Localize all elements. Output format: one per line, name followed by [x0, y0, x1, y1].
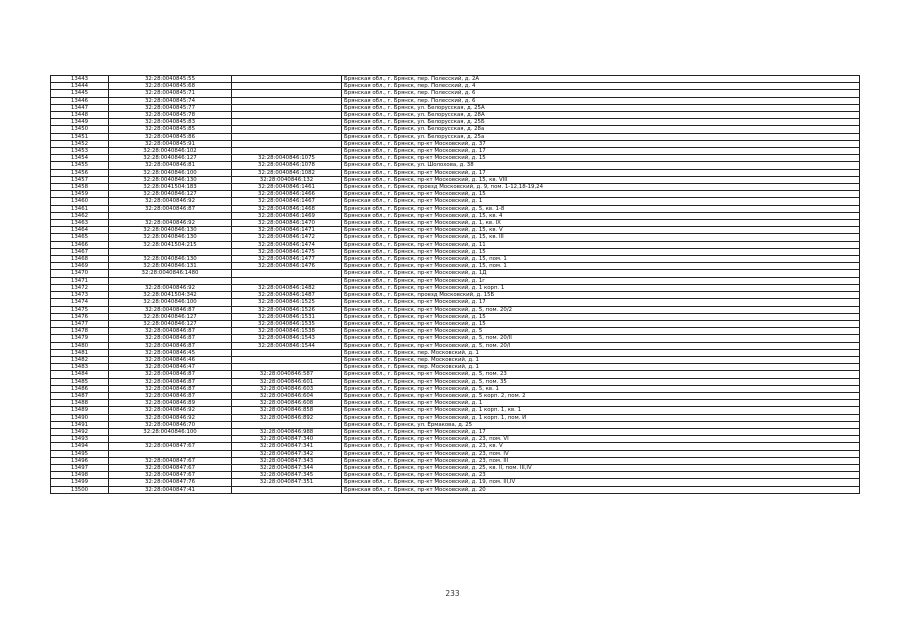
record-number-cell: 13458	[51, 184, 109, 191]
table-row	[51, 155, 860, 162]
address-cell: Брянская обл., г. Брянск, пр-кт Московский, д. 5	[342, 328, 860, 335]
address-cell: Брянская обл., г. Брянск, пр-кт Московский, д. 15, кв. III	[342, 234, 860, 241]
object-number-cell	[232, 76, 342, 83]
object-number-cell: 32:28:0040846:988	[232, 428, 342, 435]
record-number-cell: 13491	[51, 421, 109, 428]
table-row	[51, 234, 860, 241]
object-number-cell	[232, 112, 342, 119]
record-number-cell: 13498	[51, 472, 109, 479]
object-number-cell: 32:28:0040847:344	[232, 464, 342, 471]
cadastral-number-cell: 32:28:0040845:55	[109, 76, 232, 83]
table-row	[51, 421, 860, 428]
address-cell: Брянская обл., г. Брянск, пр-кт Московский, д. 1 корп. 1, пом. И	[342, 414, 860, 421]
object-number-cell: 32:28:0040846:1461	[232, 184, 342, 191]
address-cell: Брянская обл., г. Брянск, пр-кт Московский, д. 15	[342, 320, 860, 327]
cadastral-number-cell: 32:28:0041504:215	[109, 241, 232, 248]
object-number-cell: 32:28:0040846:1543	[232, 335, 342, 342]
record-number-cell: 13500	[51, 486, 109, 493]
table-row	[51, 148, 860, 155]
object-number-cell	[232, 119, 342, 126]
cadastral-number-cell	[109, 277, 232, 284]
object-number-cell: 32:28:0040846:1526	[232, 306, 342, 313]
table-row	[51, 140, 860, 147]
object-number-cell: 32:28:0040846:1474	[232, 241, 342, 248]
cadastral-number-cell: 32:28:0040845:68	[109, 83, 232, 90]
address-cell: Брянская обл., г. Брянск, ул. Шолохова, д. 38	[342, 162, 860, 169]
cadastral-number-cell: 32:28:0041504:342	[109, 292, 232, 299]
cadastral-number-cell	[109, 248, 232, 255]
record-number-cell: 13474	[51, 299, 109, 306]
record-number-cell: 13460	[51, 198, 109, 205]
address-cell: Брянская обл., г. Брянск, пр-кт Московский, д. 1, кв. IX	[342, 220, 860, 227]
object-number-cell	[232, 90, 342, 97]
object-number-cell: 32:28:0040846:132	[232, 176, 342, 183]
object-number-cell: 32:28:0040846:1078	[232, 162, 342, 169]
cadastral-number-cell: 32:28:0040846:87	[109, 392, 232, 399]
table-row	[51, 378, 860, 385]
table-row	[51, 349, 860, 356]
object-number-cell	[232, 349, 342, 356]
cadastral-number-cell: 32:28:0040847:67	[109, 457, 232, 464]
cadastral-number-cell: 32:28:0040846:92	[109, 220, 232, 227]
address-cell: Брянская обл., г. Брянск, пер. Полесский, д. 2А	[342, 76, 860, 83]
address-cell: Брянская обл., г. Брянск, пр-кт Московский, д. 23	[342, 472, 860, 479]
address-cell: Брянская обл., г. Брянск, пр-кт Московский, д. 1	[342, 198, 860, 205]
cadastral-number-cell: 32:28:0040846:127	[109, 155, 232, 162]
record-number-cell: 13493	[51, 436, 109, 443]
record-number-cell: 13480	[51, 342, 109, 349]
address-cell: Брянская обл., г. Брянск, пер. Московский, д. 1	[342, 356, 860, 363]
record-number-cell: 13468	[51, 256, 109, 263]
cadastral-number-cell: 32:28:0040846:102	[109, 148, 232, 155]
table-row	[51, 176, 860, 183]
record-number-cell: 13478	[51, 328, 109, 335]
object-number-cell	[232, 133, 342, 140]
record-number-cell: 13487	[51, 392, 109, 399]
table-row	[51, 227, 860, 234]
address-cell: Брянская обл., г. Брянск, пр-кт Московский, д. 17	[342, 299, 860, 306]
object-number-cell	[232, 83, 342, 90]
cadastral-number-cell: 32:28:0040846:100	[109, 299, 232, 306]
cadastral-number-cell: 32:28:0040845:77	[109, 104, 232, 111]
table-row	[51, 320, 860, 327]
address-cell: Брянская обл., г. Брянск, ул. Белорусская, д. 28А	[342, 112, 860, 119]
table-row	[51, 277, 860, 284]
object-number-cell: 32:28:0040846:601	[232, 378, 342, 385]
cadastral-number-cell: 32:28:0040847:67	[109, 472, 232, 479]
record-number-cell: 13456	[51, 169, 109, 176]
address-cell: Брянская обл., г. Брянск, пр-кт Московский, д. 1 корп. 1	[342, 284, 860, 291]
table-row	[51, 263, 860, 270]
cadastral-number-cell: 32:28:0040847:41	[109, 486, 232, 493]
record-number-cell: 13465	[51, 234, 109, 241]
object-number-cell: 32:28:0040847:340	[232, 436, 342, 443]
record-number-cell: 13473	[51, 292, 109, 299]
table-row	[51, 256, 860, 263]
record-number-cell: 13482	[51, 356, 109, 363]
cadastral-number-cell: 32:28:0040846:100	[109, 428, 232, 435]
record-number-cell: 13451	[51, 133, 109, 140]
record-number-cell: 13470	[51, 270, 109, 277]
record-number-cell: 13457	[51, 176, 109, 183]
record-number-cell: 13462	[51, 212, 109, 219]
object-number-cell	[232, 97, 342, 104]
record-number-cell: 13484	[51, 371, 109, 378]
object-number-cell	[232, 486, 342, 493]
address-cell: Брянская обл., г. Брянск, пр-кт Московский, д. 17	[342, 148, 860, 155]
object-number-cell: 32:28:0040846:1535	[232, 320, 342, 327]
address-cell: Брянская обл., г. Брянск, пр-кт Московский, д. 5, пом. 20/2	[342, 306, 860, 313]
table-row	[51, 464, 860, 471]
record-number-cell: 13499	[51, 479, 109, 486]
address-cell: Брянская обл., г. Брянск, пр-кт Московский, д. 5, кв. 1-8	[342, 205, 860, 212]
object-number-cell: 32:28:0040846:604	[232, 392, 342, 399]
table-row	[51, 126, 860, 133]
address-cell: Брянская обл., г. Брянск, ул. Белорусская, д. 28а	[342, 126, 860, 133]
address-cell: Брянская обл., г. Брянск, ул. Ермакова, д. 25	[342, 421, 860, 428]
table-row	[51, 76, 860, 83]
address-cell: Брянская обл., г. Брянск, пр-кт Московский, д. 15, пом. 1	[342, 263, 860, 270]
address-cell: Брянская обл., г. Брянск, пр-кт Московский, д. 5, пом. 23	[342, 371, 860, 378]
record-number-cell: 13494	[51, 443, 109, 450]
cadastral-number-cell: 32:28:0040846:45	[109, 349, 232, 356]
table-row	[51, 400, 860, 407]
record-number-cell: 13444	[51, 83, 109, 90]
table-row	[51, 133, 860, 140]
cadastral-number-cell: 32:28:0040846:130	[109, 227, 232, 234]
record-number-cell: 13455	[51, 162, 109, 169]
address-cell: Брянская обл., г. Брянск, пр-кт Московский, д. 19, пом. III,IV	[342, 479, 860, 486]
record-number-cell: 13461	[51, 205, 109, 212]
object-number-cell	[232, 148, 342, 155]
record-number-cell: 13490	[51, 414, 109, 421]
address-cell: Брянская обл., г. Брянск, проезд Московский, д. 9, пом. 1-12,18-19,24	[342, 184, 860, 191]
object-number-cell: 32:28:0040846:1472	[232, 234, 342, 241]
table-row	[51, 83, 860, 90]
address-cell: Брянская обл., г. Брянск, пер. Полесский, д. 4	[342, 83, 860, 90]
address-cell: Брянская обл., г. Брянск, пр-кт Московский, д. 15, кв. VIII	[342, 176, 860, 183]
record-number-cell: 13497	[51, 464, 109, 471]
record-number-cell: 13448	[51, 112, 109, 119]
table-row	[51, 371, 860, 378]
table-row	[51, 241, 860, 248]
table-row	[51, 306, 860, 313]
address-cell: Брянская обл., г. Брянск, пр-кт Московский, д. 15	[342, 155, 860, 162]
table-row	[51, 407, 860, 414]
record-number-cell: 13495	[51, 450, 109, 457]
cadastral-number-cell	[109, 450, 232, 457]
record-number-cell: 13488	[51, 400, 109, 407]
object-number-cell: 32:28:0040846:1470	[232, 220, 342, 227]
table-row	[51, 198, 860, 205]
record-number-cell: 13445	[51, 90, 109, 97]
table-row	[51, 414, 860, 421]
address-cell: Брянская обл., г. Брянск, пр-кт Московский, д. 17	[342, 428, 860, 435]
record-number-cell: 13447	[51, 104, 109, 111]
cadastral-number-cell	[109, 212, 232, 219]
cadastral-number-cell: 32:28:0040846:87	[109, 371, 232, 378]
object-number-cell	[232, 421, 342, 428]
address-cell: Брянская обл., г. Брянск, проезд Московский, д. 15Б	[342, 292, 860, 299]
address-cell: Брянская обл., г. Брянск, ул. Белорусская, д. 25Б	[342, 119, 860, 126]
address-cell: Брянская обл., г. Брянск, пр-кт Московский, д. 1Д	[342, 270, 860, 277]
cadastral-number-cell: 32:28:0040847:67	[109, 443, 232, 450]
address-cell: Брянская обл., г. Брянск, ул. Белорусская, д. 25а	[342, 133, 860, 140]
table-row	[51, 90, 860, 97]
page-number: 233	[445, 589, 460, 598]
table-row	[51, 428, 860, 435]
cadastral-number-cell: 32:28:0040845:83	[109, 119, 232, 126]
address-cell: Брянская обл., г. Брянск, пр-кт Московский, д. 5, пом. 20/I	[342, 342, 860, 349]
address-cell: Брянская обл., г. Брянск, пр-кт Московский, д. 23, кв. V	[342, 443, 860, 450]
record-number-cell: 13450	[51, 126, 109, 133]
record-number-cell: 13485	[51, 378, 109, 385]
table-row	[51, 479, 860, 486]
cadastral-number-cell: 32:28:0040847:76	[109, 479, 232, 486]
table-row	[51, 486, 860, 493]
address-cell: Брянская обл., г. Брянск, пр-кт Московский, д. 15	[342, 191, 860, 198]
object-number-cell: 32:28:0040846:608	[232, 400, 342, 407]
registry-table-body	[51, 76, 860, 494]
cadastral-number-cell: 32:28:0040845:71	[109, 90, 232, 97]
cadastral-number-cell: 32:28:0040846:87	[109, 335, 232, 342]
cadastral-number-cell: 32:28:0040846:92	[109, 284, 232, 291]
object-number-cell: 32:28:0040846:1531	[232, 313, 342, 320]
record-number-cell: 13469	[51, 263, 109, 270]
record-number-cell: 13486	[51, 385, 109, 392]
address-cell: Брянская обл., г. Брянск, ул. Белорусская, д. 25А	[342, 104, 860, 111]
cadastral-number-cell: 32:28:0040845:86	[109, 133, 232, 140]
address-cell: Брянская обл., г. Брянск, пр-кт Московский, д. 1	[342, 400, 860, 407]
table-row	[51, 436, 860, 443]
object-number-cell: 32:28:0040846:1525	[232, 299, 342, 306]
cadastral-number-cell: 32:28:0040846:87	[109, 328, 232, 335]
table-row	[51, 328, 860, 335]
record-number-cell: 13481	[51, 349, 109, 356]
table-row	[51, 292, 860, 299]
address-cell: Брянская обл., г. Брянск, пер. Московский, д. 1	[342, 349, 860, 356]
address-cell: Брянская обл., г. Брянск, пер. Полесский, д. 6	[342, 90, 860, 97]
object-number-cell	[232, 126, 342, 133]
record-number-cell: 13489	[51, 407, 109, 414]
table-row	[51, 205, 860, 212]
cadastral-number-cell: 32:28:0040846:87	[109, 306, 232, 313]
record-number-cell: 13496	[51, 457, 109, 464]
object-number-cell	[232, 356, 342, 363]
address-cell: Брянская обл., г. Брянск, пр-кт Московский, д. 5, пом. 35	[342, 378, 860, 385]
cadastral-number-cell: 32:28:0040846:92	[109, 414, 232, 421]
object-number-cell: 32:28:0040846:1487	[232, 292, 342, 299]
object-number-cell	[232, 140, 342, 147]
address-cell: Брянская обл., г. Брянск, пр-кт Московский, д. 15	[342, 313, 860, 320]
address-cell: Брянская обл., г. Брянск, пр-кт Московский, д. 15, кв. 4	[342, 212, 860, 219]
record-number-cell: 13464	[51, 227, 109, 234]
table-row	[51, 342, 860, 349]
address-cell: Брянская обл., г. Брянск, пр-кт Московский, д. 5, кв. 1	[342, 385, 860, 392]
record-number-cell: 13479	[51, 335, 109, 342]
address-cell: Брянская обл., г. Брянск, пер. Полесский, д. 6	[342, 97, 860, 104]
cadastral-number-cell: 32:28:0040846:92	[109, 407, 232, 414]
address-cell: Брянская обл., г. Брянск, пр-кт Московский, д. 5, пом. 20/II	[342, 335, 860, 342]
object-number-cell: 32:28:0040846:1538	[232, 328, 342, 335]
cadastral-number-cell: 32:28:0040846:81	[109, 162, 232, 169]
record-number-cell: 13454	[51, 155, 109, 162]
cadastral-number-cell: 32:28:0040846:127	[109, 191, 232, 198]
cadastral-number-cell: 32:28:0040846:131	[109, 263, 232, 270]
table-row	[51, 335, 860, 342]
table-row	[51, 450, 860, 457]
record-number-cell: 13467	[51, 248, 109, 255]
record-number-cell: 13471	[51, 277, 109, 284]
table-row	[51, 248, 860, 255]
table-row	[51, 112, 860, 119]
address-cell: Брянская обл., г. Брянск, пр-кт Московский, д. 15, пом. 1	[342, 256, 860, 263]
table-row	[51, 356, 860, 363]
table-row	[51, 270, 860, 277]
address-cell: Брянская обл., г. Брянск, пр-кт Московский, д. 25, кв. II, пом. III,IV	[342, 464, 860, 471]
record-number-cell: 13463	[51, 220, 109, 227]
cadastral-number-cell: 32:28:0040846:87	[109, 342, 232, 349]
record-number-cell: 13459	[51, 191, 109, 198]
table-row	[51, 472, 860, 479]
cadastral-number-cell: 32:28:0040846:92	[109, 198, 232, 205]
object-number-cell: 32:28:0040846:892	[232, 414, 342, 421]
cadastral-number-cell: 32:28:0040847:67	[109, 464, 232, 471]
object-number-cell: 32:28:0040846:1544	[232, 342, 342, 349]
address-cell: Брянская обл., г. Брянск, пр-кт Московский, д. 5 корп. 2, пом. 2	[342, 392, 860, 399]
object-number-cell	[232, 104, 342, 111]
record-number-cell: 13483	[51, 364, 109, 371]
cadastral-number-cell: 32:28:0040846:87	[109, 205, 232, 212]
object-number-cell: 32:28:0040846:1082	[232, 169, 342, 176]
record-number-cell: 13466	[51, 241, 109, 248]
record-number-cell: 13472	[51, 284, 109, 291]
table-row	[51, 119, 860, 126]
table-row	[51, 184, 860, 191]
address-cell: Брянская обл., г. Брянск, пр-кт Московский, д. 17	[342, 169, 860, 176]
object-number-cell: 32:28:0040846:1471	[232, 227, 342, 234]
cadastral-number-cell: 32:28:0040846:127	[109, 320, 232, 327]
record-number-cell: 13476	[51, 313, 109, 320]
cadastral-number-cell: 32:28:0040846:46	[109, 356, 232, 363]
table-row	[51, 191, 860, 198]
object-number-cell: 32:28:0040846:1466	[232, 191, 342, 198]
cadastral-number-cell: 32:28:0040846:130	[109, 234, 232, 241]
address-cell: Брянская обл., г. Брянск, пр-кт Московский, д. 23, пом. III	[342, 457, 860, 464]
address-cell: Брянская обл., г. Брянск, пр-кт Московский, д. 15	[342, 248, 860, 255]
address-cell: Брянская обл., г. Брянск, пр-кт Московский, д. 15, кв. V	[342, 227, 860, 234]
object-number-cell: 32:28:0040847:343	[232, 457, 342, 464]
table-row	[51, 457, 860, 464]
address-cell: Брянская обл., г. Брянск, пр-кт Московский, д. 23, пом. VI	[342, 436, 860, 443]
cadastral-number-cell: 32:28:0040846:87	[109, 385, 232, 392]
cadastral-number-cell: 32:28:0040845:91	[109, 140, 232, 147]
record-number-cell: 13492	[51, 428, 109, 435]
table-row	[51, 392, 860, 399]
cadastral-number-cell: 32:28:0040845:78	[109, 112, 232, 119]
address-cell: Брянская обл., г. Брянск, пер. Московский, д. 1	[342, 364, 860, 371]
address-cell: Брянская обл., г. Брянск, пр-кт Московский, д. 37	[342, 140, 860, 147]
cadastral-number-cell: 32:28:0040846:127	[109, 313, 232, 320]
record-number-cell: 13443	[51, 76, 109, 83]
object-number-cell: 32:28:0040846:587	[232, 371, 342, 378]
cadastral-number-cell: 32:28:0040845:85	[109, 126, 232, 133]
address-cell: Брянская обл., г. Брянск, пр-кт Московский, д. 23, пом. IV	[342, 450, 860, 457]
object-number-cell	[232, 277, 342, 284]
object-number-cell: 32:28:0040846:1477	[232, 256, 342, 263]
object-number-cell: 32:28:0040846:1468	[232, 205, 342, 212]
table-row	[51, 385, 860, 392]
address-cell: Брянская обл., г. Брянск, пр-кт Московский, д. 20	[342, 486, 860, 493]
object-number-cell: 32:28:0040847:342	[232, 450, 342, 457]
record-number-cell: 13452	[51, 140, 109, 147]
cadastral-number-cell: 32:28:0040846:130	[109, 256, 232, 263]
cadastral-number-cell: 32:28:0040845:74	[109, 97, 232, 104]
object-number-cell	[232, 364, 342, 371]
table-row	[51, 443, 860, 450]
cadastral-number-cell: 32:28:0040846:89	[109, 400, 232, 407]
cadastral-number-cell: 32:28:0040846:87	[109, 378, 232, 385]
object-number-cell: 32:28:0040846:1075	[232, 155, 342, 162]
object-number-cell: 32:28:0040847:351	[232, 479, 342, 486]
table-row	[51, 313, 860, 320]
table-row	[51, 220, 860, 227]
cadastral-number-cell: 32:28:0040846:47	[109, 364, 232, 371]
table-row	[51, 97, 860, 104]
table-row	[51, 212, 860, 219]
object-number-cell: 32:28:0040846:1476	[232, 263, 342, 270]
cadastral-number-cell: 32:28:0040846:100	[109, 169, 232, 176]
cadastral-number-cell: 32:28:0040846:130	[109, 176, 232, 183]
record-number-cell: 13453	[51, 148, 109, 155]
object-number-cell: 32:28:0040846:1467	[232, 198, 342, 205]
address-cell: Брянская обл., г. Брянск, пр-кт Московский, д. 1 корп. 1, кв. 1	[342, 407, 860, 414]
table-row	[51, 364, 860, 371]
table-row	[51, 162, 860, 169]
cadastral-number-cell	[109, 436, 232, 443]
cadastral-number-cell: 32:28:0040846:70	[109, 421, 232, 428]
registry-table	[50, 75, 860, 494]
table-row	[51, 284, 860, 291]
record-number-cell: 13475	[51, 306, 109, 313]
record-number-cell: 13449	[51, 119, 109, 126]
cadastral-number-cell: 32:28:0040846:1480	[109, 270, 232, 277]
object-number-cell: 32:28:0040846:1482	[232, 284, 342, 291]
table-row	[51, 169, 860, 176]
cadastral-number-cell: 32:28:0041504:183	[109, 184, 232, 191]
object-number-cell: 32:28:0040846:1475	[232, 248, 342, 255]
object-number-cell	[232, 270, 342, 277]
table-row	[51, 299, 860, 306]
object-number-cell: 32:28:0040846:603	[232, 385, 342, 392]
record-number-cell: 13446	[51, 97, 109, 104]
address-cell: Брянская обл., г. Брянск, пр-кт Московский, д. 1г	[342, 277, 860, 284]
address-cell: Брянская обл., г. Брянск, пр-кт Московский, д. 11	[342, 241, 860, 248]
object-number-cell: 32:28:0040847:345	[232, 472, 342, 479]
object-number-cell: 32:28:0040846:858	[232, 407, 342, 414]
object-number-cell: 32:28:0040847:341	[232, 443, 342, 450]
record-number-cell: 13477	[51, 320, 109, 327]
object-number-cell: 32:28:0040846:1469	[232, 212, 342, 219]
table-row	[51, 104, 860, 111]
